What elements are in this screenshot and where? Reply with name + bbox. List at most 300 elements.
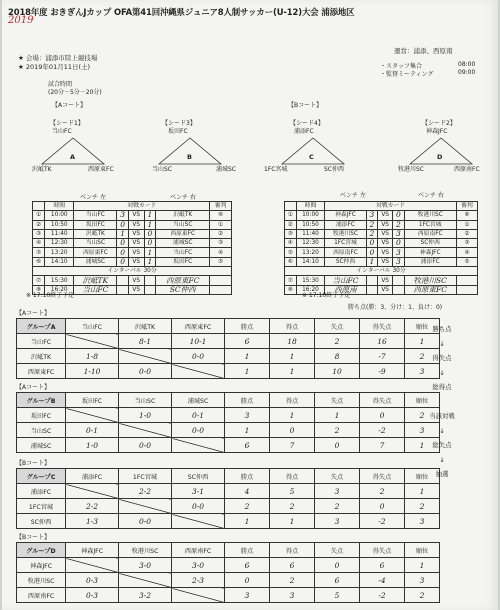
bench-left: ベンチ 左 — [80, 194, 106, 201]
home-team: 当山FC — [74, 285, 117, 294]
team-name: 当山FC — [17, 334, 66, 349]
team-row — [17, 364, 440, 379]
vs-label: VS — [377, 229, 392, 238]
score-cell: 1-8 — [66, 349, 119, 364]
score-cell: 1-0 — [66, 438, 119, 453]
away-score — [144, 276, 156, 285]
group-letter: C — [309, 153, 314, 161]
staff-meeting: ・スタッフ集合 — [380, 63, 423, 70]
home-score: 3 — [117, 211, 129, 220]
court-label: 【Aコート】 — [16, 310, 51, 317]
schedule-row — [285, 239, 478, 248]
stat-value: 18 — [270, 334, 315, 349]
stat-header: 得点 — [270, 393, 315, 408]
date: ★ 2019年01月11日(土) — [18, 63, 91, 71]
stat-value: 6 — [270, 558, 315, 573]
score-cell: 10-1 — [172, 334, 225, 349]
stat-header: 順位 — [405, 543, 440, 558]
seed-label: 【シード2】 — [422, 120, 456, 127]
away-score — [144, 285, 156, 294]
header-match: 対戦カード — [325, 202, 457, 211]
home-team: 神森JFC — [325, 211, 367, 220]
away-score: 1 — [144, 220, 156, 229]
referee: ③ — [210, 239, 232, 248]
tiebreak-step: 抽選 — [435, 470, 449, 478]
schedule-row — [33, 239, 232, 248]
home-team: 沢岻TK — [74, 276, 117, 285]
stat-value: 0 — [360, 499, 405, 514]
referee — [456, 276, 477, 285]
triangle-team-left: 当山SC — [152, 166, 172, 173]
score-cell: 2-2 — [119, 484, 172, 499]
match-time: 13:20 — [296, 248, 324, 257]
away-score: 0 — [393, 211, 404, 220]
match-time: 11:40 — [296, 229, 324, 238]
stat-value: 6 — [225, 334, 270, 349]
triangle-team-right: 西原東FC — [88, 166, 114, 173]
self-cell — [119, 573, 172, 588]
team-header: 当山FC — [66, 319, 119, 334]
vs-label: VS — [377, 239, 392, 248]
triangle-team-right: SC仲西 — [324, 166, 344, 173]
tiebreak-step: ↓ — [439, 339, 445, 348]
vs-label: VS — [377, 220, 392, 229]
match-time: 10:00 — [45, 211, 74, 220]
score-cell: 1-10 — [66, 364, 119, 379]
team-header: 浦城SC — [172, 393, 225, 408]
score-cell: 3-2 — [119, 588, 172, 603]
team-row — [17, 499, 440, 514]
stat-value: -9 — [360, 364, 405, 379]
score-cell: 8-1 — [119, 334, 172, 349]
team-name: 沢岻TK — [17, 349, 66, 364]
tiebreak-step: 総失点 — [432, 441, 452, 449]
score-cell: 0-0 — [172, 349, 225, 364]
seed-team: 当山FC — [52, 128, 72, 135]
home-score: 0 — [117, 220, 129, 229]
away-team: 西原東FC — [156, 276, 210, 285]
header-match: 対戦カード — [74, 202, 210, 211]
schedule-row — [33, 276, 232, 285]
stat-value: 6 — [225, 558, 270, 573]
stat-value: 2 — [315, 423, 360, 438]
team-name: 当山SC — [17, 423, 66, 438]
operation: 運営：浦添、西原南 — [394, 47, 453, 55]
stat-header: 失点 — [315, 319, 360, 334]
seed-team: 浦添FC — [294, 128, 314, 135]
home-score: 0 — [366, 239, 377, 248]
home-team: SC仲西 — [325, 257, 367, 266]
stat-header: 勝点 — [225, 469, 270, 484]
team-name: 1FC宮城 — [17, 499, 66, 514]
stat-header: 得点 — [270, 469, 315, 484]
stat-value: 5 — [270, 484, 315, 499]
schedule-row — [285, 276, 478, 285]
stat-value: -2 — [360, 423, 405, 438]
stat-value: 1 — [225, 423, 270, 438]
away-score — [393, 276, 404, 285]
match-number: ② — [285, 220, 297, 229]
stat-value: 0 — [315, 558, 360, 573]
stat-value: 3 — [315, 484, 360, 499]
home-team: 坂田FC — [74, 220, 117, 229]
referee — [456, 285, 477, 294]
home-team: 牧港川SC — [325, 229, 367, 238]
interval-row: インターバル 30分 — [285, 267, 478, 276]
match-number: ⑦ — [33, 276, 45, 285]
away-score: 1 — [144, 211, 156, 220]
score-cell: 0-0 — [119, 364, 172, 379]
team-header: SC仲西 — [172, 469, 225, 484]
self-cell — [172, 514, 225, 529]
referee: ⑥ — [210, 211, 232, 220]
stat-value: 6 — [225, 438, 270, 453]
vs-label: VS — [377, 276, 392, 285]
tiebreak-step: 総得点 — [432, 383, 452, 391]
document-title: 2018年度 おきぎんJカップ OFA第41回沖縄県ジュニア8人制サッカー(U-12)大会 浦添地区 — [8, 7, 355, 17]
score-cell: 1-0 — [119, 408, 172, 423]
stat-value: 3 — [405, 514, 440, 529]
schedule-row — [285, 211, 478, 220]
vs-label: VS — [128, 276, 144, 285]
away-team: 浦添FC — [404, 257, 456, 266]
self-cell — [119, 499, 172, 514]
stat-header: 順位 — [405, 393, 440, 408]
vs-label: VS — [377, 211, 392, 220]
court-label: 【Aコート】 — [16, 384, 51, 391]
team-header: 坂田FC — [66, 393, 119, 408]
coach-meeting: ・監督ミーティング — [380, 71, 434, 78]
group-results-table — [16, 392, 440, 453]
referee: ④ — [210, 248, 232, 257]
team-header: 1FC宮城 — [119, 469, 172, 484]
team-row — [17, 514, 440, 529]
referee: ⑤ — [210, 257, 232, 266]
end-note: ※ 17:10終了予定 — [26, 292, 75, 299]
away-score: 0 — [144, 239, 156, 248]
vs-label: VS — [377, 257, 392, 266]
away-score: 3 — [393, 229, 404, 238]
match-time: 11:40 — [45, 229, 74, 238]
home-score: 3 — [366, 211, 377, 220]
match-time: 14:10 — [45, 257, 74, 266]
team-row — [17, 588, 440, 603]
team-header: 西原南FC — [172, 543, 225, 558]
match-number: ⑤ — [33, 248, 45, 257]
venue: ★ 会場：浦添市陸上競技場 — [18, 54, 98, 62]
vs-label: VS — [128, 211, 144, 220]
match-time: 14:10 — [296, 257, 324, 266]
referee — [210, 276, 232, 285]
team-row — [17, 423, 440, 438]
home-score — [117, 285, 129, 294]
away-team: 浦城SC — [156, 239, 210, 248]
team-row — [17, 349, 440, 364]
stat-value: 3 — [315, 514, 360, 529]
vs-label: VS — [128, 248, 144, 257]
tiebreak-step: 当該対戦 — [429, 412, 455, 420]
home-team: 西原南FC — [325, 248, 367, 257]
court-b-label: 【Bコート】 — [288, 102, 323, 109]
match-time: 10:00 — [296, 211, 324, 220]
stat-header: 勝点 — [225, 393, 270, 408]
match-number: ① — [33, 211, 45, 220]
schedule-row — [33, 211, 232, 220]
group-letter: B — [187, 153, 192, 161]
home-team: 西原南 — [325, 285, 367, 294]
stat-value: 3 — [405, 423, 440, 438]
away-team: 西原南FC — [404, 229, 456, 238]
stat-value: -2 — [360, 588, 405, 603]
seed-label: 【シード3】 — [162, 120, 196, 127]
referee: ② — [210, 229, 232, 238]
score-cell: 0-3 — [66, 588, 119, 603]
schedule-table-a — [32, 201, 232, 295]
seed-label: 【シード4】 — [290, 120, 324, 127]
team-name: 浦城SC — [17, 438, 66, 453]
vs-label: VS — [128, 285, 144, 294]
stat-header: 得失点 — [360, 319, 405, 334]
score-cell: 2-3 — [172, 573, 225, 588]
seed-team: 坂田FC — [168, 128, 188, 135]
home-score: 0 — [117, 257, 129, 266]
schedule-row — [33, 248, 232, 257]
stat-value: 8 — [315, 349, 360, 364]
stat-value: 10 — [315, 364, 360, 379]
group-name: グループB — [17, 393, 66, 408]
team-name: SC仲西 — [17, 514, 66, 529]
away-score: 3 — [393, 257, 404, 266]
schedule-row — [285, 220, 478, 229]
match-time: 16:20 — [296, 285, 324, 294]
away-team: 牧港川SC — [404, 276, 456, 285]
referee: ① — [456, 220, 477, 229]
referee: ① — [210, 220, 232, 229]
stat-value: 0 — [360, 408, 405, 423]
self-cell — [172, 364, 225, 379]
team-header: 浦添FC — [66, 469, 119, 484]
header-time: 時間 — [45, 202, 74, 211]
team-row — [17, 573, 440, 588]
match-number: ⑧ — [33, 285, 45, 294]
referee: ⑥ — [456, 211, 477, 220]
self-cell — [66, 334, 119, 349]
away-team: 当山SC — [156, 220, 210, 229]
court-a-label: 【Aコート】 — [52, 102, 87, 109]
stat-value: 2 — [360, 484, 405, 499]
team-name: 神森JFC — [17, 558, 66, 573]
stat-value: 2 — [405, 349, 440, 364]
stat-value: 2 — [315, 499, 360, 514]
match-number: ② — [33, 220, 45, 229]
score-cell: 0-0 — [172, 423, 225, 438]
stat-header: 勝点 — [225, 319, 270, 334]
away-team: 坂田FC — [156, 257, 210, 266]
self-cell — [66, 408, 119, 423]
team-name: 西原東FC — [17, 364, 66, 379]
triangle-team-left: 沢岻TK — [32, 166, 52, 173]
team-row — [17, 484, 440, 499]
stat-header: 得失点 — [360, 469, 405, 484]
stat-value: 1 — [315, 408, 360, 423]
away-team: 西原東FC — [156, 229, 210, 238]
triangle-team-right: 西原南FC — [454, 166, 480, 173]
header-ref: 審判 — [456, 202, 477, 211]
team-header: 沢岻TK — [119, 319, 172, 334]
stat-value: 0 — [225, 573, 270, 588]
away-score: 2 — [393, 220, 404, 229]
interval-row: インターバル 30分 — [33, 267, 232, 276]
tiebreak-step — [420, 395, 464, 410]
home-team: 1FC宮城 — [325, 239, 367, 248]
vs-label: VS — [128, 257, 144, 266]
score-cell: 0-0 — [119, 514, 172, 529]
header-ref: 審判 — [210, 202, 232, 211]
score-cell: 0-0 — [119, 438, 172, 453]
court-label: 【Bコート】 — [16, 534, 51, 541]
match-number: ④ — [285, 239, 297, 248]
seed-team: 神森JFC — [426, 128, 448, 135]
away-team: SC仲西 — [404, 239, 456, 248]
score-cell: 3-0 — [172, 558, 225, 573]
bench-left: ベンチ 左 — [340, 192, 366, 199]
away-score: 1 — [144, 257, 156, 266]
triangle-team-left: 1FC宮城 — [264, 166, 288, 173]
stat-value: 1 — [225, 349, 270, 364]
home-score: 1 — [117, 229, 129, 238]
seed-label: 【シード1】 — [50, 120, 84, 127]
team-row — [17, 334, 440, 349]
home-team: 西原東FC — [74, 248, 117, 257]
team-name: 西原南FC — [17, 588, 66, 603]
stat-header: 得点 — [270, 543, 315, 558]
schedule-row — [33, 257, 232, 266]
away-team: 当山FC — [156, 248, 210, 257]
away-team: 沢岻TK — [156, 211, 210, 220]
score-cell: 0-1 — [172, 408, 225, 423]
score-cell: 0-3 — [66, 573, 119, 588]
score-cell: 1-3 — [66, 514, 119, 529]
away-team: 1FC宮城 — [404, 220, 456, 229]
home-team: 浦添FC — [325, 220, 367, 229]
schedule-row — [285, 257, 478, 266]
stat-header: 得失点 — [360, 393, 405, 408]
match-time: 16:20 — [45, 285, 74, 294]
self-cell — [119, 349, 172, 364]
stat-value: 3 — [270, 588, 315, 603]
team-header: 神森JFC — [66, 543, 119, 558]
stat-value: 0 — [270, 423, 315, 438]
vs-label: VS — [377, 248, 392, 257]
vs-label: VS — [128, 220, 144, 229]
score-cell: 0-0 — [172, 499, 225, 514]
points-note: 勝ち点(勝：3、分け：1、負け：0) — [348, 304, 443, 311]
end-note: ※ 17:10終了予定 — [302, 292, 351, 299]
tiebreak-step: ↓ — [439, 455, 445, 464]
home-team: 当山SC — [74, 239, 117, 248]
tiebreak-step: ↓ — [439, 368, 445, 377]
home-score — [366, 285, 377, 294]
team-header: 当山SC — [119, 393, 172, 408]
away-team: SC仲西 — [156, 285, 210, 294]
stat-header: 勝点 — [225, 543, 270, 558]
score-cell: 3-1 — [172, 484, 225, 499]
stat-header: 順位 — [405, 469, 440, 484]
match-time: 10:50 — [296, 220, 324, 229]
team-name: 浦添FC — [17, 484, 66, 499]
home-score — [117, 276, 129, 285]
referee: ③ — [456, 239, 477, 248]
stat-value: 2 — [405, 499, 440, 514]
stat-value: 2 — [225, 499, 270, 514]
home-team: 当山FC — [325, 276, 367, 285]
team-row — [17, 558, 440, 573]
stat-value: 7 — [270, 438, 315, 453]
stat-value: 6 — [360, 558, 405, 573]
stat-value: 5 — [315, 588, 360, 603]
team-name: 坂田FC — [17, 408, 66, 423]
match-time: 10:50 — [45, 220, 74, 229]
away-score: 0 — [393, 239, 404, 248]
vs-label: VS — [128, 239, 144, 248]
stat-value: 1 — [405, 558, 440, 573]
stat-header: 得失点 — [360, 543, 405, 558]
referee: ② — [456, 229, 477, 238]
team-header: 牧港川SC — [119, 543, 172, 558]
match-number: ④ — [33, 239, 45, 248]
stat-value: 2 — [405, 588, 440, 603]
stat-value: 0 — [315, 438, 360, 453]
group-results-table — [16, 318, 440, 379]
referee: ④ — [456, 248, 477, 257]
stat-value: 1 — [270, 349, 315, 364]
home-score: 1 — [366, 257, 377, 266]
schedule-row — [285, 248, 478, 257]
away-score: 3 — [393, 248, 404, 257]
stat-value: 2 — [270, 499, 315, 514]
stat-value: 3 — [225, 588, 270, 603]
self-cell — [172, 588, 225, 603]
match-time: 13:20 — [45, 248, 74, 257]
tiebreak-step: 得失点 — [432, 354, 452, 362]
match-time: 12:30 — [296, 239, 324, 248]
match-number: ③ — [33, 229, 45, 238]
bench-right: ベンチ 右 — [170, 194, 196, 201]
group-results-table — [16, 468, 440, 529]
schedule-table-b — [284, 201, 478, 295]
group-name: グループC — [17, 469, 66, 484]
match-number: ⑤ — [285, 248, 297, 257]
home-score: 0 — [117, 239, 129, 248]
stat-header: 失点 — [315, 469, 360, 484]
away-score: 0 — [144, 229, 156, 238]
tiebreak-flow — [420, 322, 464, 482]
home-score: 2 — [366, 220, 377, 229]
match-number: ⑥ — [285, 257, 297, 266]
group-name: グループA — [17, 319, 66, 334]
stat-header: 得点 — [270, 319, 315, 334]
bench-right: ベンチ 右 — [418, 192, 444, 199]
home-team: 浦城SC — [74, 257, 117, 266]
schedule-row — [33, 229, 232, 238]
court-label: 【Bコート】 — [16, 460, 51, 467]
away-team: 神森JFC — [404, 248, 456, 257]
match-number: ⑦ — [285, 276, 297, 285]
group-results-table — [16, 542, 440, 603]
stat-value: -2 — [360, 514, 405, 529]
self-cell — [172, 438, 225, 453]
referee: ⑤ — [456, 257, 477, 266]
